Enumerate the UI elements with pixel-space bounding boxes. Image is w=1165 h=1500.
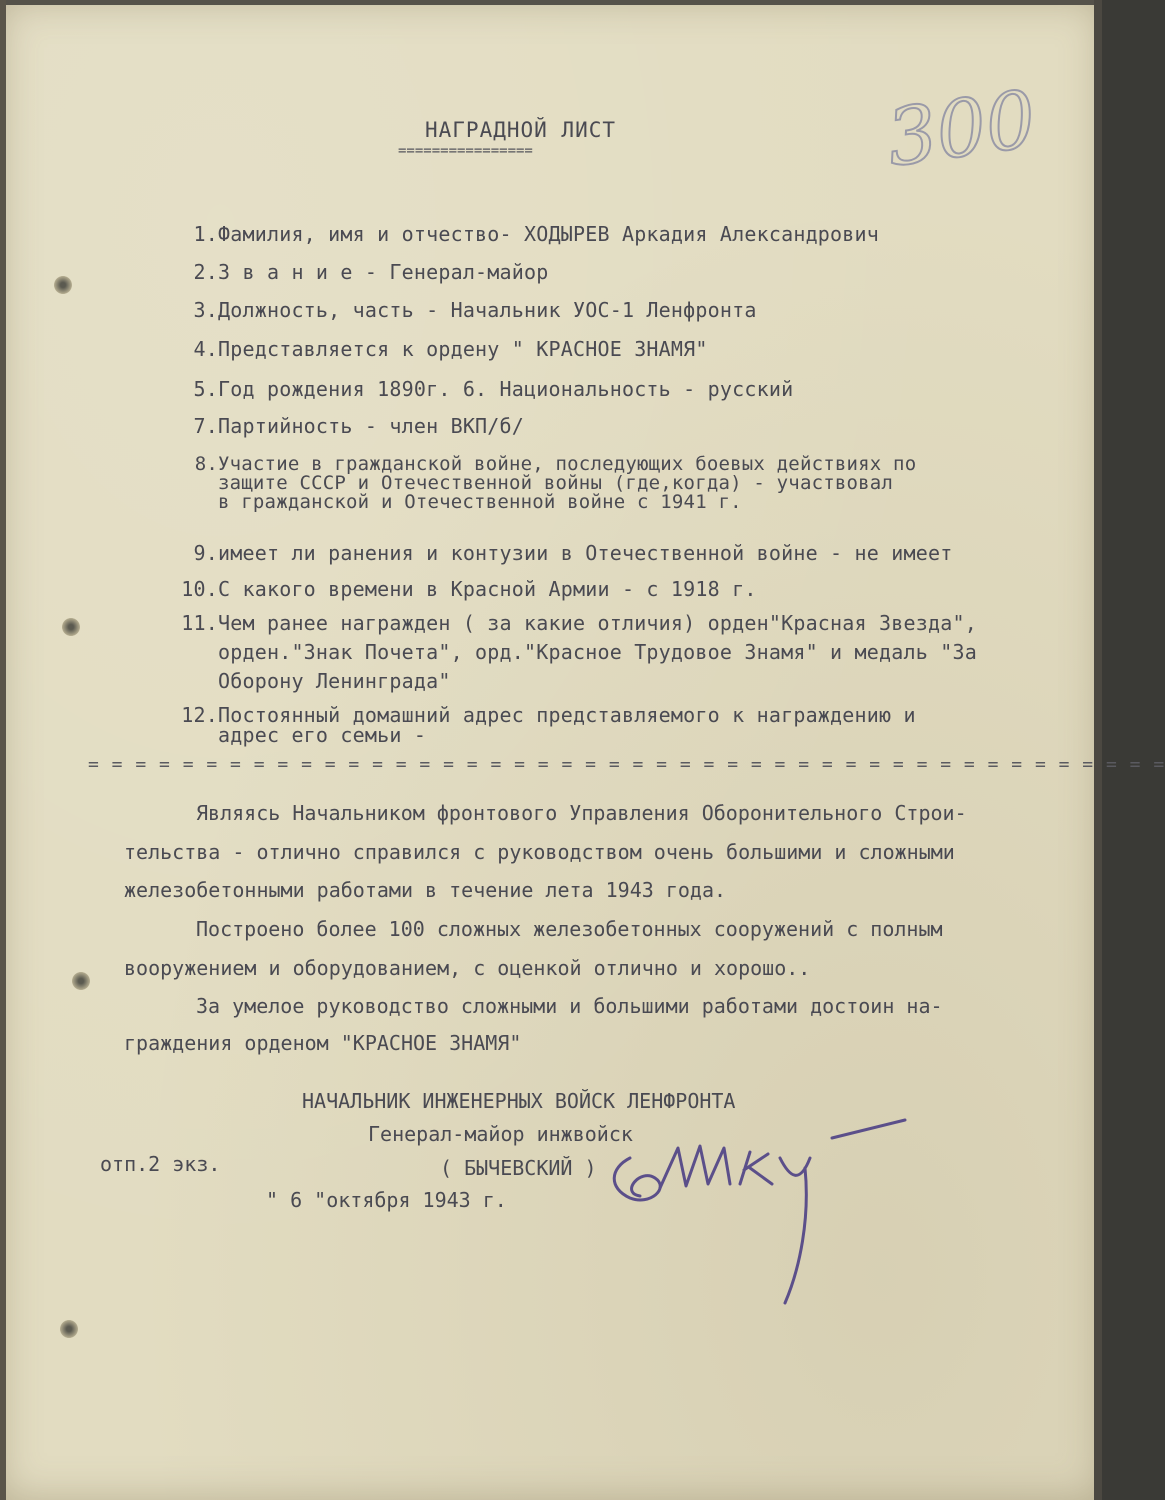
item-4 <box>176 337 708 361</box>
punch-hole <box>54 276 72 294</box>
item-text: Год рождения 1890г. 6. Национальность - русский <box>218 377 794 401</box>
item-9 <box>176 541 952 565</box>
body-line: тельства - отлично справился с руководством очень большими и сложными <box>124 840 955 864</box>
signatory-name: ( БЫЧЕВСКИЙ ) <box>440 1156 597 1180</box>
item-number: 2. <box>193 260 218 284</box>
item-text-cont: адрес его семьи - <box>218 723 427 747</box>
handwritten-number-text: 300 <box>881 74 1042 185</box>
item-text-cont: в гражданской и Отечественной войне с 1941 г. <box>218 491 742 513</box>
document-title: НАГРАДНОЙ ЛИСТ <box>425 118 617 142</box>
item-number: 10. <box>181 577 218 601</box>
body-line: За умелое руководство сложными и большими работами достоин на- <box>196 994 943 1018</box>
item-text: З в а н и е - Генерал-майор <box>218 260 549 284</box>
item-5 <box>176 377 793 401</box>
body-line: Являясь Начальником фронтового Управления Оборонительного Строи- <box>196 801 967 825</box>
separator-line: = = = = = = = = = = = = = = = = = = = = = = = = = = = = = = = = = = = = = = = = = = = = = = <box>88 754 1165 775</box>
scan-edge-left <box>0 0 6 1500</box>
item-text: Участие в гражданской войне, последующих боевых действиях по <box>218 453 917 475</box>
item-3 <box>176 298 757 322</box>
scan-edge-right <box>1094 0 1102 1500</box>
item-7 <box>176 414 524 438</box>
item-text: Фамилия, имя и отчество- ХОДЫРЕВ Аркадия Александрович <box>218 222 880 246</box>
item-1 <box>176 222 879 246</box>
item-12 <box>160 705 916 745</box>
document-date: " 6 "октября 1943 г. <box>266 1188 507 1212</box>
body-line: Построено более 100 сложных железобетонных сооружений с полным <box>196 917 943 941</box>
copies-note: отп.2 экз. <box>100 1152 221 1176</box>
item-number: 7. <box>193 414 218 438</box>
item-text: С какого времени в Красной Армии - с 1918 г. <box>218 577 757 601</box>
item-number: 3. <box>193 298 218 322</box>
item-text: Представляется к ордену " КРАСНОЕ ЗНАМЯ" <box>218 337 708 361</box>
body-line: вооружением и оборудованием, с оценкой отлично и хорошо.. <box>124 956 811 980</box>
item-11 <box>160 609 977 696</box>
title-underline: ================ <box>398 143 533 159</box>
item-number: 4. <box>193 337 218 361</box>
item-text-cont: орден."Знак Почета", орд."Красное Трудовое Знамя" и медаль "За <box>218 640 977 664</box>
item-text: Чем ранее награжден ( за какие отличия) орден"Красная Звезда", <box>218 611 977 635</box>
item-text-cont: защите СССР и Отечественной войны (где,когда) - участвовал <box>218 472 894 494</box>
item-text: Должность, часть - Начальник УОС-1 Ленфронта <box>218 298 757 322</box>
item-2 <box>176 260 549 284</box>
item-number: 9. <box>193 541 218 565</box>
item-10 <box>160 577 757 601</box>
body-line: граждения орденом "КРАСНОЕ ЗНАМЯ" <box>124 1031 522 1055</box>
body-line: железобетонными работами в течение лета 1943 года. <box>124 878 727 902</box>
item-text: имеет ли ранения и контузии в Отечественной войне - не имеет <box>218 541 953 565</box>
item-8 <box>176 455 916 512</box>
item-number: 1. <box>193 222 218 246</box>
item-number: 12. <box>181 703 218 727</box>
punch-hole <box>72 972 90 990</box>
item-text: Постоянный домашний адрес представляемого к награждению и <box>218 703 916 727</box>
punch-hole <box>62 618 80 636</box>
signature-scribble <box>600 1118 920 1318</box>
item-text: Партийность - член ВКП/б/ <box>218 414 525 438</box>
handwritten-number <box>881 74 1042 188</box>
signatory-position: НАЧАЛЬНИК ИНЖЕНЕРНЫХ ВОЙСК ЛЕНФРОНТА <box>302 1089 736 1113</box>
item-number: 5. <box>193 377 218 401</box>
signatory-rank: Генерал-майор инжвойск <box>368 1122 633 1146</box>
punch-hole <box>60 1320 78 1338</box>
item-text-cont: Оборону Ленинграда" <box>218 669 451 693</box>
item-number: 11. <box>181 611 218 635</box>
item-number: 8. <box>194 453 218 475</box>
scan-edge-top <box>0 0 1102 5</box>
